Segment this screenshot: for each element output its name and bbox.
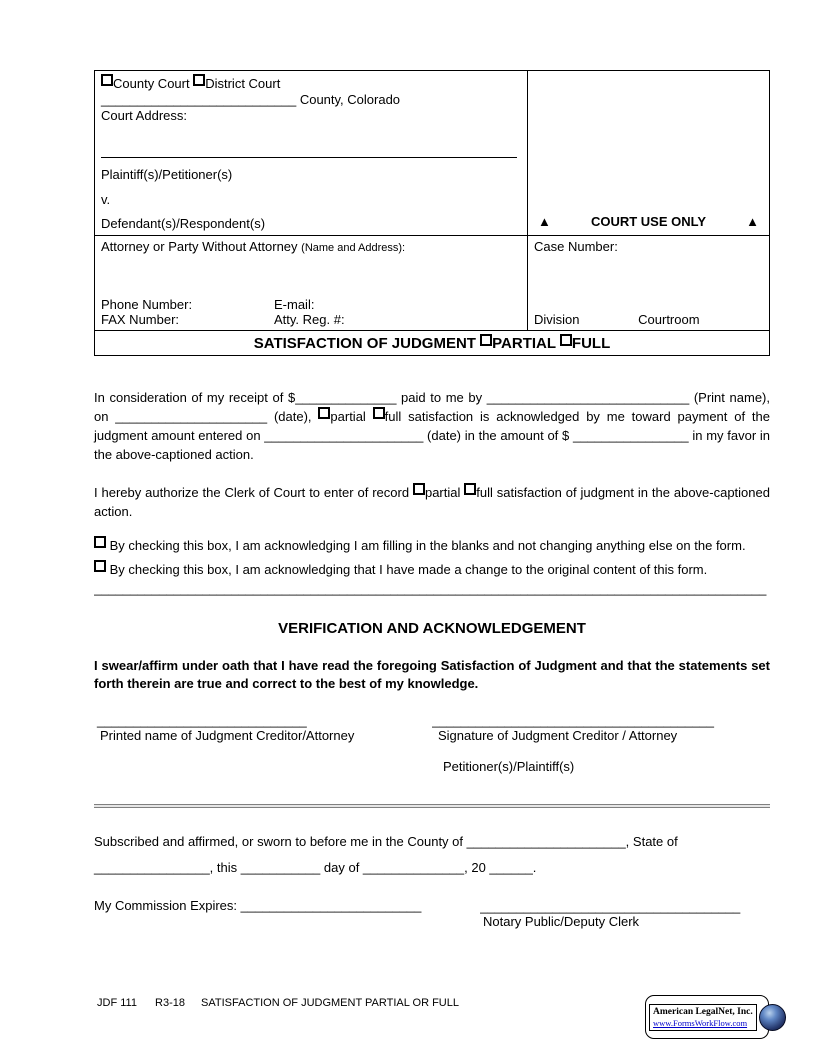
partial-title-label: PARTIAL <box>492 335 560 352</box>
ack-changed-form-text: By checking this box, I am acknowledging that I have made a change to the original content of this form. <box>109 562 708 577</box>
plaintiff-label: Plaintiff(s)/Petitioner(s) <box>101 167 233 182</box>
footer-form-title: SATISFACTION OF JUDGMENT PARTIAL OR FULL <box>201 997 459 1009</box>
court-address-label: Court Address: <box>101 108 187 123</box>
logo-url-link[interactable]: www.FormsWorkFlow.com <box>653 1017 748 1028</box>
printed-name-label: Printed name of Judgment Creditor/Attorney <box>100 728 355 743</box>
verification-statement: I swear/affirm under oath that I have read the foregoing Satisfaction of Judgment and that the statements set forth therein are true and correct to the best of my knowledge. <box>94 658 770 691</box>
county-blank-field[interactable]: ___________________________ <box>101 92 297 107</box>
triangle-left-icon: ▲ <box>538 214 551 229</box>
ack-changed-form-checkbox[interactable] <box>94 560 106 572</box>
form-title: SATISFACTION OF JUDGMENT <box>253 335 481 352</box>
signature-label: Signature of Judgment Creditor / Attorney <box>438 728 678 743</box>
district-court-label: District Court <box>205 76 281 91</box>
consideration-paragraph: In consideration of my receipt of $______________ paid to me by ____________________________ (Print name), on _____________________ (date), partial full satisfaction is acknowledged by me toward payment of the judgment amount entered on ______________________ (date) in the amount of $ ________________ in my favor in the above-captioned action. <box>94 390 771 462</box>
footer <box>97 997 459 1009</box>
globe-icon <box>759 1004 786 1031</box>
county-court-label: County Court <box>113 76 190 91</box>
case-number-cell <box>528 236 770 331</box>
ack-changed-form-row <box>94 560 770 579</box>
court-use-only-label: COURT USE ONLY <box>590 214 707 229</box>
form-title-row <box>95 331 770 356</box>
caption-table <box>94 70 770 356</box>
partial-checkbox-authorize[interactable] <box>413 483 425 495</box>
division-label: Division <box>534 312 580 327</box>
district-court-checkbox[interactable] <box>193 74 205 86</box>
attorney-sublabel: (Name and Address): <box>301 242 406 254</box>
form-page <box>94 70 770 942</box>
commission-row <box>94 898 770 942</box>
ack-filling-blanks-checkbox[interactable] <box>94 536 106 548</box>
full-title-label: FULL <box>571 335 611 352</box>
notary-public-label: Notary Public/Deputy Clerk <box>483 914 640 929</box>
atty-reg-label: Atty. Reg. #: <box>274 312 345 327</box>
full-checkbox-title[interactable] <box>560 334 572 346</box>
printed-name-line[interactable]: _____________________________ <box>97 714 307 728</box>
footer-form-id: JDF 111 <box>97 997 137 1009</box>
footer-revision: R3-18 <box>155 997 185 1009</box>
legalnet-logo <box>645 995 769 1039</box>
notary-signature-line[interactable]: ____________________________________ <box>480 900 741 914</box>
partial-checkbox-intro[interactable] <box>318 407 330 419</box>
notary-sworn-line1: Subscribed and affirmed, or sworn to before me in the County of ______________________, State of <box>94 834 678 849</box>
email-label: E-mail: <box>274 297 315 312</box>
commission-expires-label: My Commission Expires: _________________________ <box>94 898 422 913</box>
defendant-label: Defendant(s)/Respondent(s) <box>101 216 266 231</box>
court-use-cell <box>528 71 770 236</box>
court-address-underline <box>101 157 517 158</box>
full-checkbox-intro[interactable] <box>373 407 385 419</box>
phone-number-label: Phone Number: <box>101 297 193 312</box>
triangle-right-icon: ▲ <box>746 214 759 229</box>
attorney-label: Attorney or Party Without Attorney <box>101 239 302 254</box>
ack-filling-blanks-row <box>94 536 770 555</box>
attorney-cell <box>95 236 528 331</box>
courtroom-label: Courtroom <box>638 312 700 327</box>
section-divider-rule <box>94 804 770 808</box>
county-suffix-label: County, Colorado <box>296 92 401 107</box>
versus-label: v. <box>101 192 111 207</box>
underscore-divider-line: _____________________________________________________________________________________________ <box>94 582 767 596</box>
verification-heading: VERIFICATION AND ACKNOWLEDGEMENT <box>278 620 586 637</box>
ack-filling-blanks-text: By checking this box, I am acknowledging I am filling in the blanks and not changing anything else on the form. <box>109 538 746 553</box>
fax-number-label: FAX Number: <box>101 312 180 327</box>
signature-line[interactable]: _______________________________________ <box>432 714 714 728</box>
logo-company-name: American LegalNet, Inc. <box>653 1006 753 1017</box>
notary-sworn-line2: ________________, this ___________ day of ______________, 20 ______. <box>94 860 537 875</box>
court-info-cell <box>95 71 528 236</box>
capacity-label: Petitioner(s)/Plaintiff(s) <box>443 759 575 774</box>
signature-row <box>94 714 770 744</box>
full-checkbox-authorize[interactable] <box>464 483 476 495</box>
partial-checkbox-title[interactable] <box>480 334 492 346</box>
county-court-checkbox[interactable] <box>101 74 113 86</box>
authorize-paragraph: I hereby authorize the Clerk of Court to enter of record partial full satisfaction of judgment in the above-captioned action. <box>94 485 770 519</box>
case-number-label: Case Number: <box>534 239 618 254</box>
